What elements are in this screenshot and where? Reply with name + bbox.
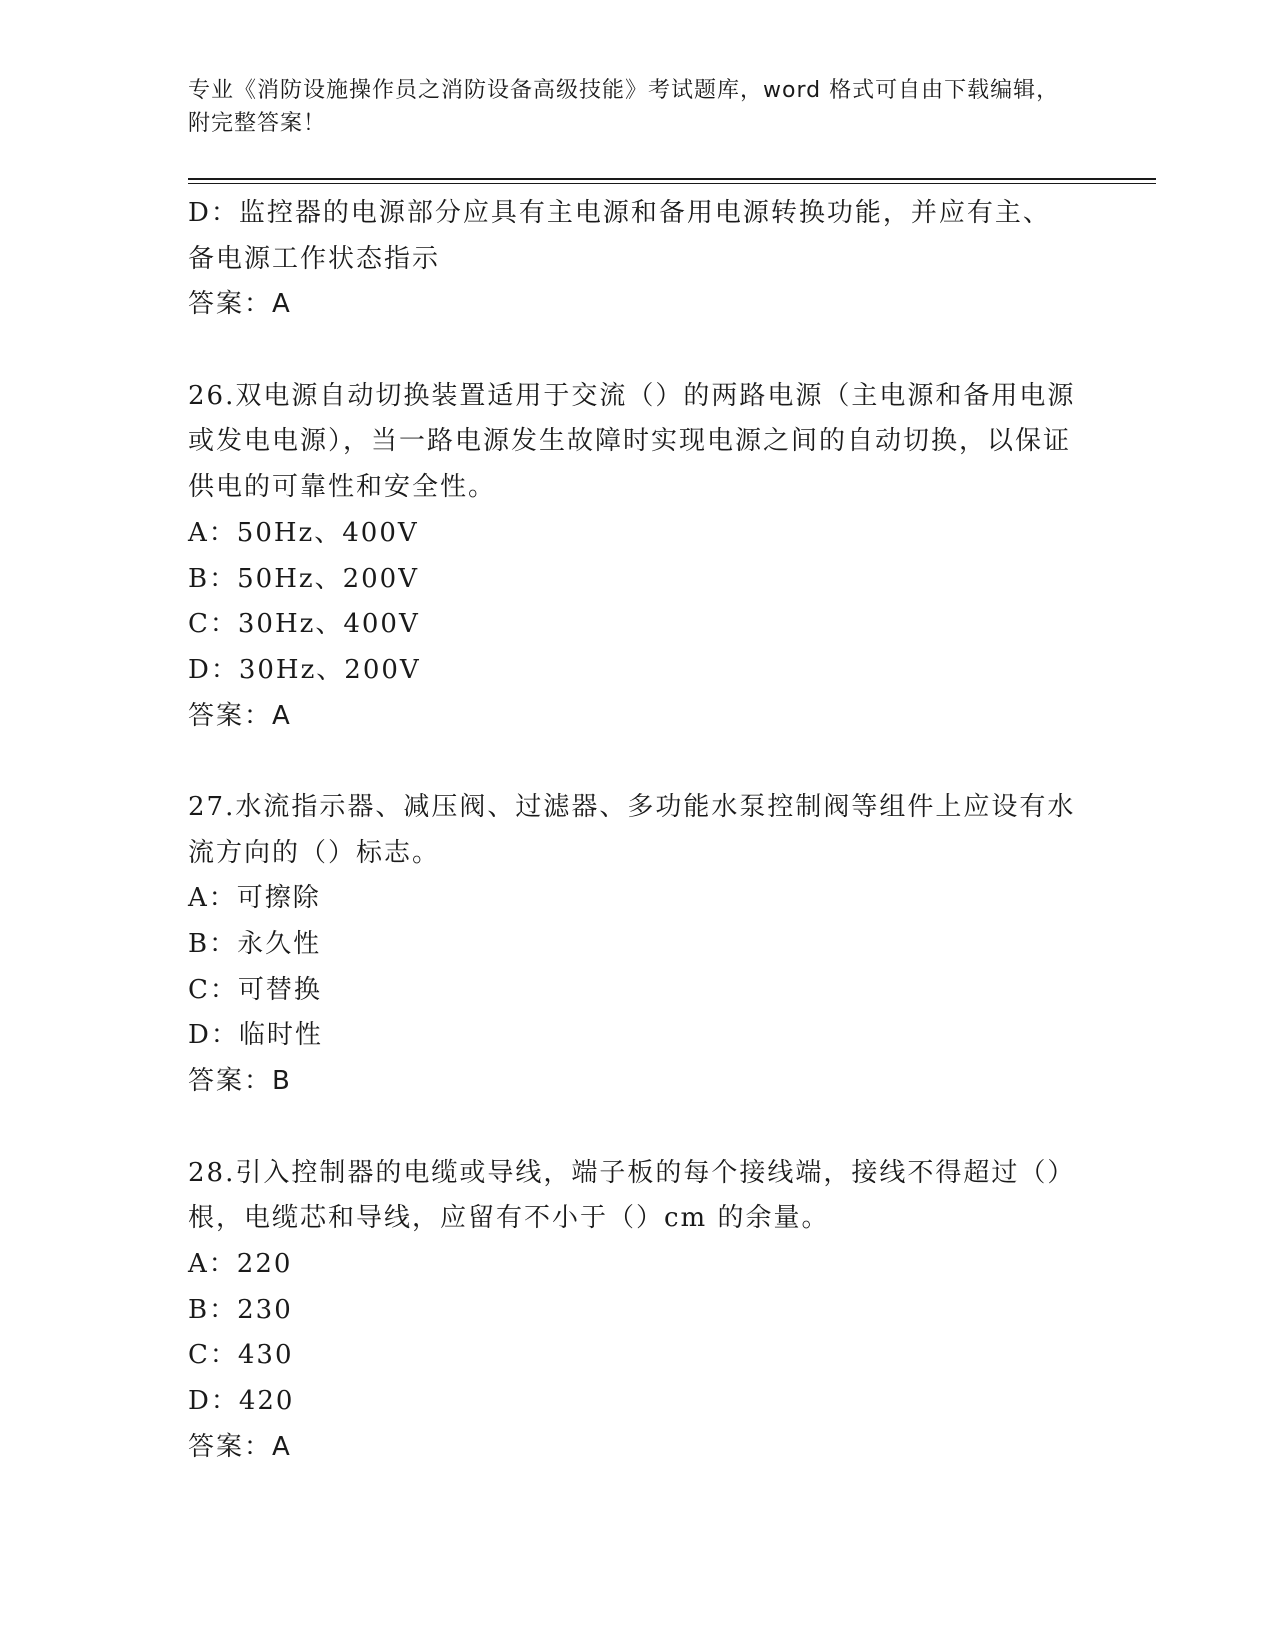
option-d: D：420 [188, 1386, 295, 1417]
option-a: A：可擦除 [188, 883, 321, 914]
question-26 [188, 374, 1078, 740]
option-a: A：220 [188, 1248, 293, 1279]
header-divider-thin [188, 183, 1156, 184]
question-stem: 28.引入控制器的电缆或导线，端子板的每个接线端，接线不得超过（）根，电缆芯和导线，应留有不小于（）cm 的余量。 [188, 1157, 1076, 1234]
question-list [188, 191, 1078, 1470]
option-c: C：430 [188, 1340, 294, 1371]
option-b: B：永久性 [188, 929, 322, 960]
option-c: C：可替换 [188, 974, 322, 1005]
option-a: A：50Hz、400V [188, 517, 419, 548]
answer: 答案：A [188, 1431, 292, 1462]
question-stem: 26.双电源自动切换装置适用于交流（）的两路电源（主电源和备用电源或发电电源），当一路电源发生故障时实现电源之间的自动切换，以保证供电的可靠性和安全性。 [188, 380, 1076, 503]
header-text: 专业《消防设施操作员之消防设备高级技能》考试题库，word 格式可自由下载编辑，附完整答案！ [188, 78, 1060, 136]
option-d: D：临时性 [188, 1020, 323, 1051]
document-header [188, 74, 1068, 140]
answer: 答案：B [188, 1066, 292, 1097]
option-b: B：230 [188, 1294, 293, 1325]
option-c: C：30Hz、400V [188, 609, 420, 640]
question-28 [188, 1151, 1078, 1471]
option-d: D：30Hz、200V [188, 654, 421, 685]
answer: 答案：A [188, 700, 292, 731]
option-d: D：监控器的电源部分应具有主电源和备用电源转换功能，并应有主、备电源工作状态指示 [188, 198, 1051, 274]
header-divider-thick [188, 178, 1156, 180]
option-b: B：50Hz、200V [188, 563, 419, 594]
previous-question-tail [188, 191, 1078, 328]
answer: 答案：A [188, 289, 292, 320]
question-stem: 27.水流指示器、减压阀、过滤器、多功能水泵控制阀等组件上应设有水流方向的（）标志。 [188, 792, 1076, 868]
question-27 [188, 785, 1078, 1105]
